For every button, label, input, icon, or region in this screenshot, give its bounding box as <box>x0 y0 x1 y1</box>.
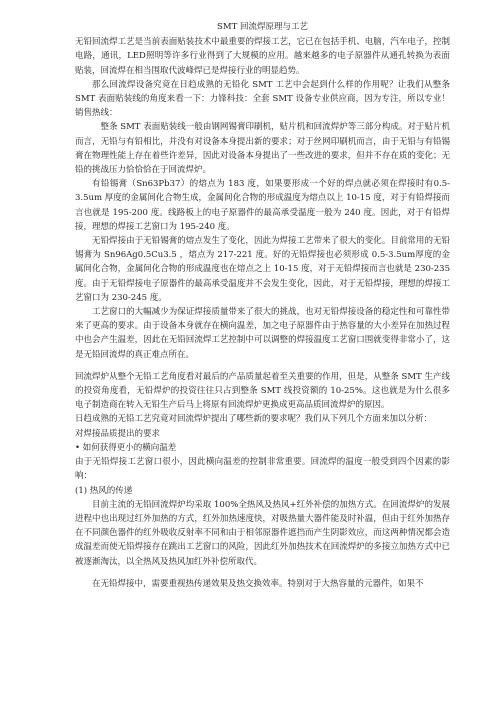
paragraph-temperature-factors: 由于无铅焊接工艺窗口很小，因此横向温差的控制非常重要。回流焊的温度一般受到四个因素的影响： <box>75 457 450 482</box>
paragraph-investment: 回流焊炉从整个无铅工艺角度看对最后的产品质量起着至关重要的作用，但是，从整条 SMT 生产线的投资角度看，无铅焊炉的投资往往只占到整条 SMT 线投资额的 10-25%。这也就是为什么很多电子制造商在转入无铅生产后马上将原有回流焊炉更换成更高品质回流焊炉的原因。 <box>75 371 450 411</box>
paragraph-leaded-solder: 有铅锡膏（Sn63Pb37）的熔点为 183 度，如果要形成一个好的焊点就必须在焊接时有0.5-3.5um 厚度的金属间化合物生成，金属间化合物的形成温度为熔点以上 10-15 度，对于有铅焊接而言也就是 195-200 度。线路板上的电子原器件的最高承受温度一般为 240 度。因此，对于有铅焊接，理想的焊接工艺窗口为 195-240 度。 <box>75 179 450 232</box>
paragraph-analysis-intro: 日趋成熟的无铅工艺究竟对回流焊炉提出了哪些新的要求呢？我们从下列几个方面来加以分析： <box>75 414 433 425</box>
subheading-heat-transfer: (1) 热风的传递 <box>75 485 133 496</box>
paragraph-heat-exchange: 在无铅焊接中，需要重视热传递效果及热交换效率。特别对于大热容量的元器件，如果不 <box>92 578 424 589</box>
paragraph-gap <box>75 362 450 370</box>
paragraph-lead-free-solder: 无铅焊接由于无铅锡膏的熔点发生了变化，因此为焊接工艺带来了很大的变化。目前常用的无铅锡膏为 Sn96Ag0.5Cu3.5 ，熔点为 217-221 度。好的无铅焊接也必须形成 0.5-3.5um厚度的金属间化合物，金属间化合物的形成温度也在熔点之上 10-15 度，对于无铅焊接而言也就是 230-235 度。由于无铅焊接电子原器件的最高承受温度并不会发生变化，因此，对于无铅焊接，理想的焊接工艺窗口为 230-245 度。 <box>75 236 450 303</box>
document-title: SMT 回流焊原理与工艺 <box>217 22 308 32</box>
paragraph-gap <box>75 569 450 577</box>
paragraph-process-window: 工艺窗口的大幅减少为保证焊接质量带来了很大的挑战，也对无铅焊接设备的稳定性和可靠性带来了更高的要求。由于设备本身就存在横向温差，加之电子原器件由于热容量的大小差异在加热过程中也会产生温差，因此在无铅回流焊工艺控制中可以调整的焊接温度工艺窗口围就变得非常小了，这是无铅回流焊的真正难点所在。 <box>75 307 450 360</box>
paragraph-line-composition: 整条 SMT 表面贴装线一般由钢网锡膏印刷机，贴片机和回流焊炉等三部分构成。对于贴片机而言，无铅与有铅相比，并没有对设备本身提出新的要求；对于丝网印刷机而言，由于无铅与有铅锡膏在物理性能上存在着些许差异，因此对设备本身提出了一些改进的要求，但并不存在质的变化；无铅的挑战压力恰恰恰在于回流焊炉。 <box>75 122 450 176</box>
bullet-temperature-difference: • 如何获得更小的横向温差 <box>75 442 177 453</box>
paragraph-intro: 无铅回流焊工艺是当前表面贴装技术中最重要的焊接工艺，它已在包括手机、电脑，汽车电子，控制电路，通讯，LED照明等许多行业得到了大规模的应用。越来越多的电子原器件从通孔转换为表面贴装，回流焊在相当围取代波峰焊已是焊接行业的明显趋势。 <box>75 37 450 76</box>
paragraph-role: 那么回流焊设备究竟在日趋成熟的无铅化 SMT 工艺中会起到什么样的作用呢？让我们从整条 SMT 表面贴装线的角度来看一下：力锋科技：全套 SMT 设备专业供应商，因为专注，所以专业！ 销售热线： <box>75 79 450 119</box>
paragraph-heat-transfer: 目前主流的无铅回流焊炉均采取 100%全热风及热风+红外补偿的加热方式。在回流焊炉的发展进程中也出现过红外加热的方式，红外加热速度快，对吸热量大器件能及时补温，但由于红外加热存在不同颜色器件的红外吸收反射率不同和由于相邻原器件遮挡而产生阴影效应，而这两种情况都会造成温差而使无铅焊接存在跳出工艺窗口的风险，因此红外加热技术在回流焊炉的多接立加热方式中已被逐渐淘汰，以全热风及热风加红外补偿所取代。 <box>75 499 450 567</box>
section-heading-quality: 对焊接品质提出的要求 <box>75 428 161 439</box>
